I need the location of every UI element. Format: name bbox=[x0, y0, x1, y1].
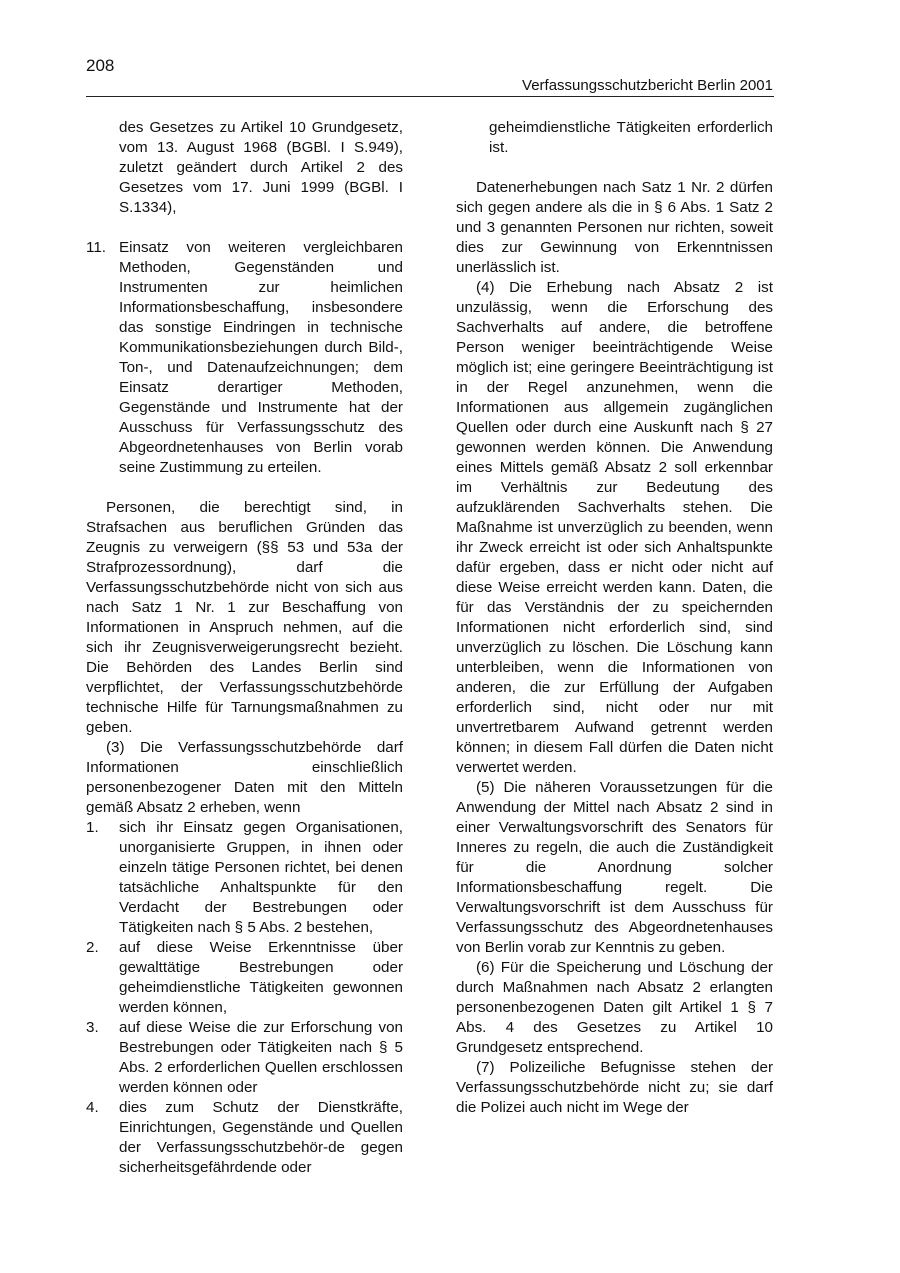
list-item-4 bbox=[86, 1098, 403, 1178]
running-title: Verfassungsschutzbericht Berlin 2001 bbox=[522, 77, 773, 94]
paragraph-6: (6) Für die Speicherung und Löschung der durch Maßnahmen nach Absatz 2 erlangten personenbezogenen Daten gilt Artikel 1 § 7 Abs. 4 des Gesetzes zu Artikel 10 Grundgesetz entsprechend. bbox=[456, 959, 773, 1056]
paragraph-7: (7) Polizeiliche Befugnisse stehen der Verfassungsschutzbehörde nicht zu; sie darf die Polizei auch nicht im Wege der bbox=[456, 1059, 773, 1116]
list-continuation: geheimdienstliche Tätigkeiten erforderlich ist. bbox=[489, 119, 773, 156]
spacer bbox=[86, 478, 403, 498]
list-item-3 bbox=[86, 1018, 403, 1098]
list-item-11 bbox=[86, 238, 403, 478]
list-continuation: des Gesetzes zu Artikel 10 Grundgesetz, vom 13. August 1968 (BGBl. I S.949), zuletzt geändert durch Artikel 2 des Gesetzes vom 17. Juni 1999 (BGBl. I S.1334), bbox=[119, 119, 403, 216]
page-number: 208 bbox=[86, 56, 115, 75]
list-item-text: auf diese Weise Erkenntnisse über gewalttätige Bestrebungen oder geheimdienstliche Tätigkeiten gewonnen werden können, bbox=[119, 939, 403, 1016]
list-item-text: Einsatz von weiteren vergleichbaren Methoden, Gegenständen und Instrumenten zur heimlichen Informationsbeschaffung, insbesondere das sonstige Eindringen in technische Kommunikationsbeziehungen durch Bild-, Ton-, und Datenaufzeichnungen; dem Einsatz derartiger Methoden, Gegenstände und Instrumente hat der Ausschuss für Verfassungsschutz des Abgeordnetenhauses von Berlin vorab seine Zustimmung zu erteilen. bbox=[119, 239, 403, 476]
list-item-text: sich ihr Einsatz gegen Organisationen, unorganisierte Gruppen, in ihnen oder einzeln tätige Personen richtet, bei denen tatsächliche Anhaltspunkte für den Verdacht der Bestrebungen oder Tätigkeiten nach § 5 Abs. 2 bestehen, bbox=[119, 819, 403, 936]
spacer bbox=[456, 158, 773, 178]
right-column bbox=[456, 118, 773, 1118]
list-item-2 bbox=[86, 938, 403, 1018]
list-item-number: 1. bbox=[86, 819, 99, 836]
paragraph-personen: Personen, die berechtigt sind, in Strafsachen aus beruflichen Gründen das Zeugnis zu verweigern (§§ 53 und 53a der Strafprozessordnung), darf die Verfassungsschutzbehörde nicht von sich aus nach Satz 1 Nr. 1 zur Beschaffung von Informationen in Anspruch nehmen, auf die sich ihr Zeugnisverweigerungsrecht bezieht. Die Behörden des Landes Berlin sind verpflichtet, der Verfassungsschutzbehörde technische Hilfe für Tarnungsmaßnahmen zu geben. bbox=[86, 499, 403, 736]
list-item-text: auf diese Weise die zur Erforschung von Bestrebungen oder Tätigkeiten nach § 5 Abs. 2 erforderlichen Quellen erschlossen werden können oder bbox=[119, 1019, 403, 1096]
list-item-number: 3. bbox=[86, 1019, 99, 1036]
paragraph-datenerhebungen: Datenerhebungen nach Satz 1 Nr. 2 dürfen sich gegen andere als die in § 6 Abs. 1 Satz 2 und 3 genannten Personen nur richten, soweit dies zur Gewinnung von Erkenntnissen unerlässlich ist. bbox=[456, 179, 773, 276]
paragraph-5: (5) Die näheren Voraussetzungen für die Anwendung der Mittel nach Absatz 2 sind in einer Verwaltungsvorschrift des Senators für Inneres zu regeln, die auch die Zuständigkeit für die Anordnung solcher Informationsbeschaffung regelt. Die Verwaltungsvorschrift ist dem Ausschuss für Verfassungsschutz des Abgeordnetenhauses von Berlin vorab zur Kenntnis zu geben. bbox=[456, 779, 773, 956]
paragraph-3: (3) Die Verfassungsschutzbehörde darf Informationen einschließlich personenbezogener Daten mit den Mitteln gemäß Absatz 2 erheben, wenn bbox=[86, 739, 403, 816]
list-item-number: 2. bbox=[86, 939, 99, 956]
paragraph-4: (4) Die Erhebung nach Absatz 2 ist unzulässig, wenn die Erforschung des Sachverhalts auf andere, die betroffene Person weniger beeinträchtigende Weise möglich ist; eine geringere Beeinträchtigung ist in der Regel anzunehmen, wenn die Informationen aus allgemein zugänglichen Quellen oder durch eine Auskunft nach § 27 gewonnen werden können. Die Anwendung eines Mittels gemäß Absatz 2 soll erkennbar im Verhältnis zur Bedeutung des aufzuklärenden Sachverhalts stehen. Die Maßnahme ist unverzüglich zu beenden, wenn ihr Zweck erreicht ist oder sich Anhaltspunkte dafür ergeben, dass er nicht oder nicht auf diese Weise erreicht werden kann. Daten, die für das Verständnis der zu speichernden Informationen nicht erforderlich sind, sind unverzüglich zu löschen. Die Löschung kann unterbleiben, wenn die Informationen von anderen, die zur Erfüllung der Aufgaben erforderlich sind, nicht oder nur mit unvertretbarem Aufwand getrennt werden können; in diesem Fall dürfen die Daten nicht verwertet werden. bbox=[456, 279, 773, 776]
list-item-number: 4. bbox=[86, 1099, 99, 1116]
list-item-number: 11. bbox=[86, 239, 106, 256]
header-rule bbox=[86, 96, 774, 97]
list-item-1 bbox=[86, 818, 403, 938]
left-column bbox=[86, 118, 403, 1178]
spacer bbox=[86, 218, 403, 238]
list-item-text: dies zum Schutz der Dienstkräfte, Einrichtungen, Gegenstände und Quellen der Verfassungsschutzbehör-de gegen sicherheitsgefährdende oder bbox=[119, 1099, 403, 1176]
